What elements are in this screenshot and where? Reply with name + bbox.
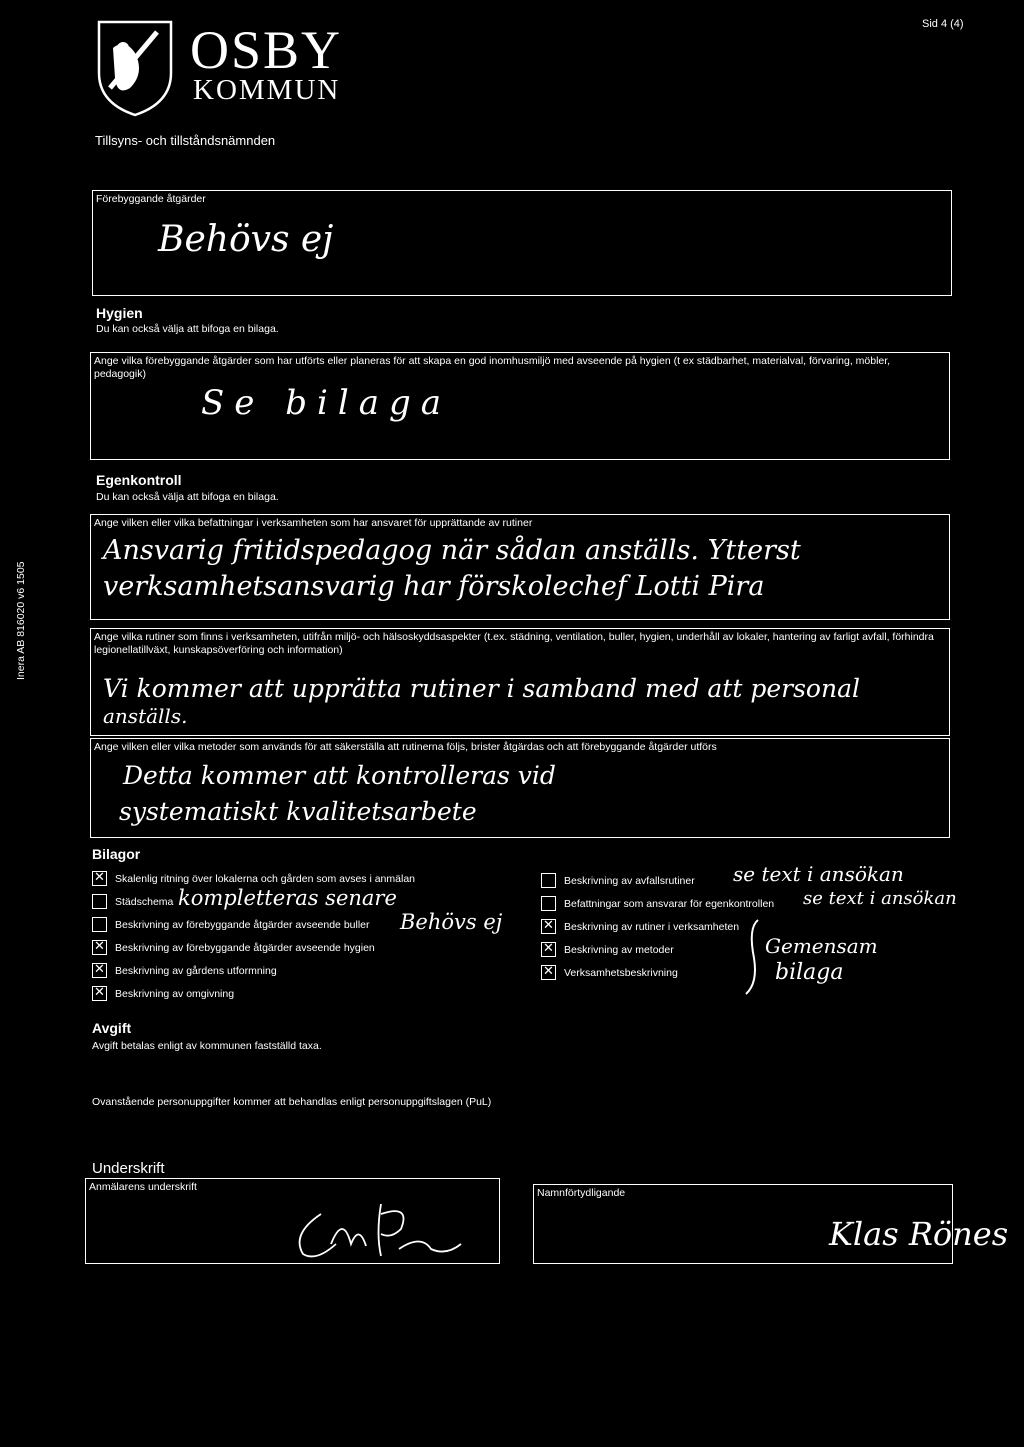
name-clarification-field[interactable] <box>533 1184 1009 1264</box>
section-title-avgift: Avgift <box>92 1020 132 1036</box>
checkbox-hygiene[interactable] <box>92 940 107 955</box>
checkbox-operation-description[interactable] <box>541 965 556 980</box>
field-label: Namnförtydligande <box>537 1187 626 1199</box>
attachment-label: Verksamhetsbeskrivning <box>564 967 678 979</box>
handwritten-line-2: verksamhetsansvarig har förskolechef Lotti Pira <box>103 571 765 602</box>
routines-field[interactable] <box>90 628 950 736</box>
bracket-icon <box>742 918 762 998</box>
responsibility-field[interactable] <box>90 514 950 620</box>
form-id-vertical: Inera AB 816020 v6 1505 <box>15 561 27 680</box>
field-label: Ange vilka förebyggande åtgärder som har utförts eller planeras för att skapa en god inomhusmiljö med avseende på hygien (t ex städbarhet, materialval, förvaring, möbler, pedagogik) <box>94 355 891 380</box>
checkbox-waste-routines[interactable] <box>541 873 556 888</box>
section-note: Du kan också välja att bifoga en bilaga. <box>96 323 279 335</box>
handwritten-note: Gemensam <box>765 934 878 958</box>
attachment-label: Beskrivning av omgivning <box>115 988 235 1000</box>
department-name: Tillsyns- och tillståndsnämnden <box>95 133 276 148</box>
handwritten-line-2: anställs. <box>103 704 188 728</box>
checkbox-cleaning-schedule[interactable] <box>92 894 107 909</box>
field-label: Ange vilken eller vilka metoder som används för att säkerställa att rutinerna följs, brister åtgärdas och att förebyggande åtgärder utförs <box>94 741 717 753</box>
handwritten-note: Behövs ej <box>400 910 503 934</box>
handwritten-line-1: Ansvarig fritidspedagog när sådan anställs. Ytterst <box>103 535 801 566</box>
municipality-logo <box>95 18 175 118</box>
attachment-label: Skalenlig ritning över lokalerna och gården som avses i anmälan <box>115 873 415 885</box>
attachment-label: Befattningar som ansvarar för egenkontrollen <box>564 898 775 910</box>
attachment-label: Beskrivning av avfallsrutiner <box>564 875 695 887</box>
check-mark: ✕ <box>543 964 554 979</box>
checkbox-routines[interactable] <box>541 919 556 934</box>
handwritten-note: kompletteras senare <box>178 886 397 910</box>
section-note: Du kan också välja att bifoga en bilaga. <box>96 491 279 503</box>
handwritten-note: se text i ansökan <box>733 862 904 886</box>
checkbox-floor-plan[interactable] <box>92 871 107 886</box>
attachment-label: Beskrivning av gårdens utformning <box>115 965 277 977</box>
check-mark: ✕ <box>94 939 105 954</box>
checkbox-noise[interactable] <box>92 917 107 932</box>
pul-text: Ovanstående personuppgifter kommer att behandlas enligt personuppgiftslagen (PuL) <box>92 1096 492 1108</box>
fee-text: Avgift betalas enligt av kommunen fastställd taxa. <box>92 1040 322 1052</box>
section-title-bilagor: Bilagor <box>92 846 141 862</box>
attachment-label: Beskrivning av metoder <box>564 944 674 956</box>
signature-field[interactable] <box>85 1178 500 1264</box>
preventive-measures-field[interactable] <box>92 190 952 296</box>
checkbox-surroundings[interactable] <box>92 986 107 1001</box>
handwritten-note: se text i ansökan <box>803 888 957 909</box>
signature-image <box>281 1194 481 1264</box>
coat-of-arms-icon <box>95 18 175 118</box>
check-mark: ✕ <box>94 870 105 885</box>
checkbox-responsible-roles[interactable] <box>541 896 556 911</box>
logo-text: OSBY <box>190 20 343 80</box>
handwritten-line-1: Detta kommer att kontrolleras vid <box>123 761 556 790</box>
attachment-label: Beskrivning av förebyggande åtgärder avseende buller <box>115 919 370 931</box>
logo-subtext: KOMMUN <box>193 74 341 106</box>
check-mark: ✕ <box>543 941 554 956</box>
handwritten-answer: Se bilaga <box>201 383 452 423</box>
handwritten-line-1: Vi kommer att upprätta rutiner i samband med att personal <box>103 674 860 703</box>
check-mark: ✕ <box>543 918 554 933</box>
section-title-hygien: Hygien <box>96 305 143 321</box>
handwritten-note: bilaga <box>775 960 844 985</box>
field-label: Förebyggande åtgärder <box>96 193 206 205</box>
attachment-label: Beskrivning av förebyggande åtgärder avseende hygien <box>115 942 375 954</box>
checkbox-yard-design[interactable] <box>92 963 107 978</box>
attachment-label: Beskrivning av rutiner i verksamheten <box>564 921 740 933</box>
checkbox-methods[interactable] <box>541 942 556 957</box>
check-mark: ✕ <box>94 962 105 977</box>
field-label: Ange vilka rutiner som finns i verksamheten, utifrån miljö- och hälsoskyddsaspekter (t.ex. städning, ventilation, buller, hygien, underhåll av lokaler, hantering av farligt avfall, förhindra legionellatillväxt, kunskapsöverföring och information) <box>94 631 934 656</box>
methods-field[interactable] <box>90 738 950 838</box>
handwritten-line-2: systematiskt kvalitetsarbete <box>119 797 477 826</box>
section-title-underskrift: Underskrift <box>92 1160 165 1177</box>
hygien-field[interactable] <box>90 352 950 460</box>
field-label: Anmälarens underskrift <box>89 1181 197 1193</box>
handwritten-answer: Behövs ej <box>158 219 334 260</box>
page-number: Sid 4 (4) <box>922 18 964 30</box>
check-mark: ✕ <box>94 985 105 1000</box>
attachment-label: Städschema <box>115 896 174 908</box>
field-label: Ange vilken eller vilka befattningar i verksamheten som har ansvaret för upprättande av rutiner <box>94 517 533 529</box>
section-title-egenkontroll: Egenkontroll <box>96 472 182 488</box>
printed-name: Klas Rönes <box>829 1215 1009 1253</box>
